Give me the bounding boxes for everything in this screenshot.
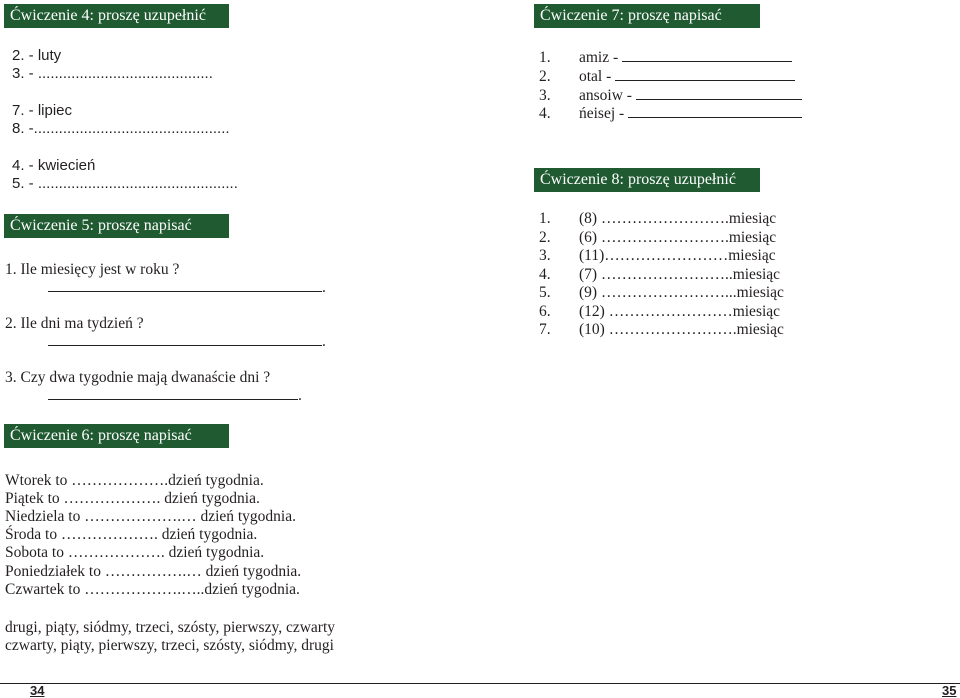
exercise-7-header <box>534 4 760 28</box>
item-number: 1. <box>539 210 551 227</box>
exercise-4-line: 4. - kwiecień <box>12 157 96 174</box>
word-bank-1: drugi, piąty, siódmy, trzeci, szósty, pierwszy, czwarty <box>5 619 335 636</box>
item-text: (11)……………………miesiąc <box>579 247 776 264</box>
exercise-5-answer-1 <box>48 277 326 297</box>
exercise-8-item <box>539 302 780 321</box>
item-number: 7. <box>539 321 551 338</box>
item-number: 1. <box>539 49 551 66</box>
exercise-4-header <box>4 4 229 28</box>
exercise-8-item <box>539 246 776 265</box>
exercise-5-title: Ćwiczenie 5: proszę napisać <box>10 217 192 234</box>
exercise-5-question-3: 3. Czy dwa tygodnie mają dwanaście dni ? <box>5 369 271 386</box>
answer-period: . <box>322 279 326 296</box>
exercise-6-line: Piątek to ………………. dzień tygodnia. <box>5 490 260 507</box>
item-number: 3. <box>539 87 551 104</box>
answer-period: . <box>322 333 326 350</box>
exercise-4-line: 2. - luty <box>12 47 62 64</box>
item-number: 4. <box>539 266 551 283</box>
exercise-5-question-2: 2. Ile dni ma tydzień ? <box>5 315 144 332</box>
exercise-6-line: Poniedziałek to …………….… dzień tygodnia. <box>5 563 302 580</box>
item-text: (8) …………………….miesiąc <box>579 210 777 227</box>
item-text: (6) …………………….miesiąc <box>579 229 777 246</box>
exercise-7-item <box>539 103 802 123</box>
exercise-6-line: Niedziela to ……………….… dzień tygodnia. <box>5 508 296 525</box>
item-number: 2. <box>539 229 551 246</box>
answer-blank[interactable] <box>622 47 792 62</box>
exercise-6-header <box>4 424 229 448</box>
answer-blank[interactable] <box>628 103 802 118</box>
exercise-7-item <box>539 85 802 105</box>
item-text: (10) …………………….miesiąc <box>579 321 784 338</box>
item-text: (9) ……………………...miesiąc <box>579 284 784 301</box>
item-number: 5. <box>539 284 551 301</box>
exercise-4-line: 3. - .......................................... <box>12 65 213 82</box>
exercise-7-item <box>539 47 792 67</box>
item-number: 4. <box>539 105 551 122</box>
item-text: (7) ……………………..miesiąc <box>579 266 781 283</box>
answer-blank[interactable] <box>636 85 802 100</box>
word-bank-2: czwarty, piąty, pierwszy, trzeci, szósty, siódmy, drugi <box>5 637 334 654</box>
exercise-4-line: 8. -............................................... <box>12 120 230 137</box>
answer-blank[interactable] <box>48 331 322 346</box>
exercise-7-item <box>539 66 795 86</box>
exercise-8-item <box>539 283 784 302</box>
scrambled-word: amiz - <box>579 49 619 66</box>
scrambled-word: otal - <box>579 68 612 85</box>
answer-blank[interactable] <box>48 385 298 400</box>
exercise-8-item <box>539 265 780 284</box>
exercise-5-question-1: 1. Ile miesięcy jest w roku ? <box>5 261 180 278</box>
scrambled-word: ńeisej - <box>579 105 625 122</box>
exercise-8-item <box>539 228 776 247</box>
exercise-5-answer-3 <box>48 385 302 405</box>
exercise-6-title: Ćwiczenie 6: proszę napisać <box>10 427 192 444</box>
item-number: 3. <box>539 247 551 264</box>
scrambled-word: ansoiw - <box>579 87 632 104</box>
exercise-6-line: Czwartek to ……………….…..dzień tygodnia. <box>5 581 300 598</box>
exercise-4-title: Ćwiczenie 4: proszę uzupełnić <box>10 7 206 24</box>
exercise-6-line: Wtorek to ……………….dzień tygodnia. <box>5 472 264 489</box>
item-number: 6. <box>539 303 551 320</box>
answer-blank[interactable] <box>615 66 795 81</box>
exercise-5-header <box>4 214 229 238</box>
exercise-7-title: Ćwiczenie 7: proszę napisać <box>540 7 722 24</box>
answer-blank[interactable] <box>48 277 322 292</box>
exercise-8-item <box>539 320 784 339</box>
exercise-8-header <box>534 168 760 192</box>
exercise-8-item <box>539 209 776 228</box>
exercise-6-line: Środa to ………………. dzień tygodnia. <box>5 526 258 543</box>
exercise-4-line: 5. - ................................................ <box>12 175 238 192</box>
exercise-4-line: 7. - lipiec <box>12 102 73 119</box>
footer-rule <box>0 683 960 684</box>
exercise-8-title: Ćwiczenie 8: proszę uzupełnić <box>540 171 736 188</box>
answer-period: . <box>298 387 302 404</box>
item-number: 2. <box>539 68 551 85</box>
exercise-5-answer-2 <box>48 331 326 351</box>
page-number-left: 34 <box>30 683 45 698</box>
page-number-right: 35 <box>942 683 957 698</box>
exercise-6-line: Sobota to ………………. dzień tygodnia. <box>5 544 265 561</box>
item-text: (12) ……………………miesiąc <box>579 303 781 320</box>
